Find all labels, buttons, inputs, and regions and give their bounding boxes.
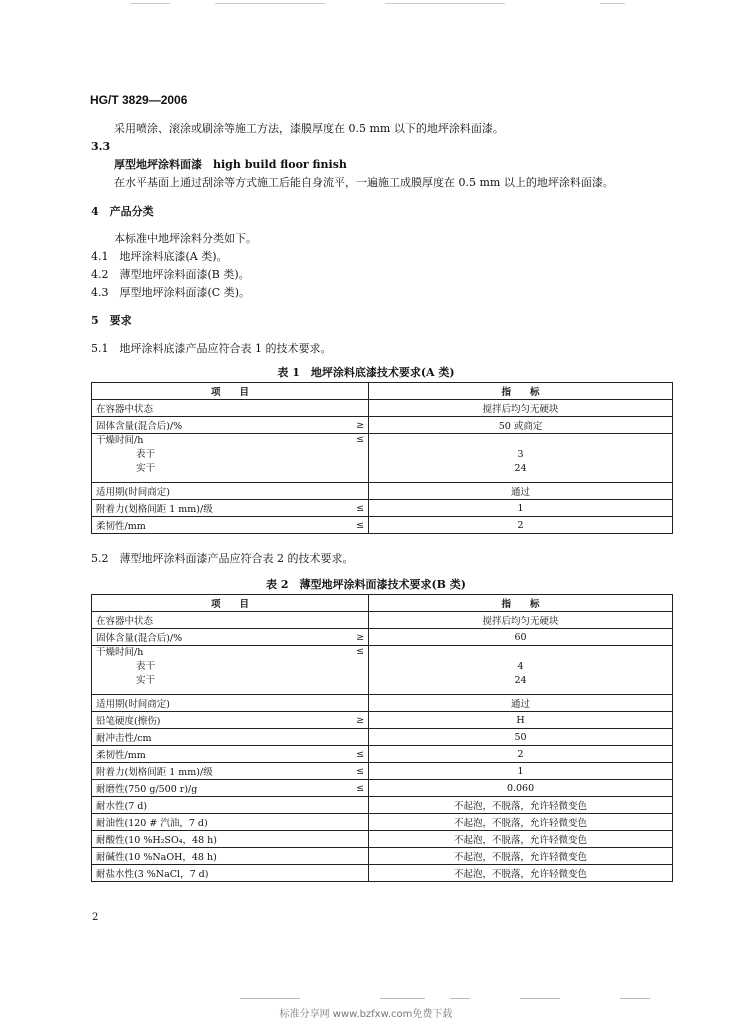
paragraph-trowel: 在水平基面上通过刮涂等方式施工后能自身流平，一遍施工成膜厚度在 0.5 mm 以上的地坪涂料面漆。 [114, 176, 614, 189]
footer-rule [240, 998, 300, 999]
table-cell-relation: ≤ [344, 646, 368, 695]
table-cell-item: 耐油性(120 # 汽油，7 d) [92, 814, 345, 831]
table-cell-item: 附着力(划格间距 1 mm)/级 [92, 500, 345, 517]
table-cell-relation: ≤ [344, 517, 368, 534]
table-row [92, 400, 673, 417]
surface-dry-label: 表干 [136, 661, 156, 672]
table-cell-relation [344, 848, 368, 865]
table-row [92, 865, 673, 882]
table1-caption: 表 1 地坪涂料底漆技术要求(A 类) [277, 366, 455, 379]
table-row [92, 500, 673, 517]
hard-dry-label: 实干 [136, 675, 156, 686]
table-row [92, 417, 673, 434]
table-cell-relation [344, 400, 368, 417]
table-cell-relation: ≤ [344, 780, 368, 797]
table-cell-value: 通过 [369, 695, 673, 712]
surface-dry-value: 3 [517, 449, 524, 460]
table-cell-relation [344, 797, 368, 814]
table-cell-relation: ≤ [344, 746, 368, 763]
table-cell-value: 1 [369, 763, 673, 780]
table-cell-value: H [369, 712, 673, 729]
table-cell-value: 50 [369, 729, 673, 746]
table-cell-value: 60 [369, 629, 673, 646]
table-cell-item: 耐冲击性/cm [92, 729, 345, 746]
table-row [92, 797, 673, 814]
scan-line [130, 3, 170, 4]
table-cell-value: 通过 [369, 483, 673, 500]
table-cell-item: 铅笔硬度(擦伤) [92, 712, 345, 729]
section-5-heading: 5 要求 [91, 314, 132, 327]
footer-rule [520, 998, 560, 999]
table-cell-item: 适用期(时间商定) [92, 695, 345, 712]
classification-intro: 本标准中地坪涂料分类如下。 [114, 232, 257, 245]
table-header-row [92, 383, 673, 400]
standard-number: HG/T 3829—2006 [90, 93, 188, 107]
table-cell-value: 不起泡，不脱落，允许轻微变色 [369, 848, 673, 865]
section-5-1: 5.1 地坪涂料底漆产品应符合表 1 的技术要求。 [91, 342, 332, 355]
section-4-heading: 4 产品分类 [91, 205, 154, 218]
table-row [92, 517, 673, 534]
table-row [92, 831, 673, 848]
drying-time-label: 干燥时间/h [96, 435, 144, 446]
table-cell-value: 1 [369, 500, 673, 517]
table-cell-item: 耐酸性(10 %H₂SO₄，48 h) [92, 831, 345, 848]
table-header-value: 指 标 [369, 383, 673, 400]
footer-rule [450, 998, 470, 999]
table-row [92, 646, 673, 695]
page-number: 2 [92, 912, 99, 923]
table-cell-value: 搅拌后均匀无硬块 [369, 612, 673, 629]
table-cell-item: 在容器中状态 [92, 612, 345, 629]
footer-rule [380, 998, 425, 999]
table-cell-item: 柔韧性/mm [92, 746, 345, 763]
table-cell-value: 不起泡，不脱落，允许轻微变色 [369, 865, 673, 882]
table-row [92, 848, 673, 865]
table-row [92, 729, 673, 746]
table-cell-relation [344, 729, 368, 746]
table-cell-relation: ≥ [344, 417, 368, 434]
table-cell-item: 固体含量(混合后)/% [92, 417, 345, 434]
table-cell-item: 附着力(划格间距 1 mm)/级 [92, 763, 345, 780]
table-header-item: 项 目 [92, 383, 369, 400]
scan-line [385, 3, 505, 4]
table-row [92, 695, 673, 712]
table2 [91, 594, 673, 882]
table-row [92, 780, 673, 797]
table-row [92, 612, 673, 629]
table-cell-relation [344, 612, 368, 629]
surface-dry-value: 4 [517, 661, 524, 672]
table-row [92, 763, 673, 780]
table-row [92, 629, 673, 646]
table-cell-relation: ≥ [344, 629, 368, 646]
section-5-2: 5.2 薄型地坪涂料面漆产品应符合表 2 的技术要求。 [91, 552, 354, 565]
table-cell-item [92, 434, 345, 483]
table-cell-relation: ≥ [344, 712, 368, 729]
table-cell-relation [344, 814, 368, 831]
table-row [92, 434, 673, 483]
table2-caption: 表 2 薄型地坪涂料面漆技术要求(B 类) [265, 578, 467, 591]
drying-time-label: 干燥时间/h [96, 647, 144, 658]
table-cell-value: 0.060 [369, 780, 673, 797]
table-row [92, 814, 673, 831]
hard-dry-value: 24 [514, 463, 527, 474]
table-cell-value: 搅拌后均匀无硬块 [369, 400, 673, 417]
table-cell-value: 2 [369, 517, 673, 534]
drying-time-value [373, 646, 668, 660]
table-cell-relation: ≤ [344, 500, 368, 517]
footer-rule [620, 998, 650, 999]
section-4-3: 4.3 厚型地坪涂料面漆(C 类)。 [91, 286, 250, 299]
table-header-value: 指 标 [369, 595, 673, 612]
table-header-row [92, 595, 673, 612]
table-cell-item [92, 646, 345, 695]
section-4-2: 4.2 薄型地坪涂料面漆(B 类)。 [91, 268, 250, 281]
table-cell-relation [344, 695, 368, 712]
table-cell-item: 适用期(时间商定) [92, 483, 345, 500]
table-cell-item: 耐磨性(750 g/500 r)/g [92, 780, 345, 797]
table-cell-value [369, 434, 673, 483]
paragraph-spray: 采用喷涂、滚涂或刷涂等施工方法，漆膜厚度在 0.5 mm 以下的地坪涂料面漆。 [114, 122, 504, 135]
table-cell-value: 不起泡，不脱落，允许轻微变色 [369, 814, 673, 831]
scan-line [600, 3, 625, 4]
table-cell-value [369, 646, 673, 695]
table-cell-value: 不起泡，不脱落，允许轻微变色 [369, 831, 673, 848]
section-3-3: 3.3 [91, 140, 111, 153]
table-cell-item: 耐碱性(10 %NaOH，48 h) [92, 848, 345, 865]
section-4-1: 4.1 地坪涂料底漆(A 类)。 [91, 250, 228, 263]
table-cell-relation: ≤ [344, 434, 368, 483]
table-cell-item: 耐盐水性(3 %NaCl，7 d) [92, 865, 345, 882]
table-cell-item: 在容器中状态 [92, 400, 345, 417]
table-cell-item: 固体含量(混合后)/% [92, 629, 345, 646]
table-cell-value: 不起泡，不脱落，允许轻微变色 [369, 797, 673, 814]
table-cell-relation [344, 865, 368, 882]
scan-line [215, 3, 325, 4]
table-cell-relation [344, 831, 368, 848]
surface-dry-label: 表干 [136, 449, 156, 460]
hard-dry-value: 24 [514, 675, 527, 686]
table-cell-item: 柔韧性/mm [92, 517, 345, 534]
table-cell-value: 2 [369, 746, 673, 763]
term-thick-finish: 厚型地坪涂料面漆 high build floor finish [114, 158, 347, 171]
table-row [92, 746, 673, 763]
table-cell-item: 耐水性(7 d) [92, 797, 345, 814]
table-cell-value: 50 或商定 [369, 417, 673, 434]
footer-watermark[interactable]: 标准分享网 www.bzfxw.com免费下载 [279, 1009, 453, 1020]
table-row [92, 712, 673, 729]
hard-dry-label: 实干 [136, 463, 156, 474]
drying-time-value [373, 434, 668, 448]
table-cell-relation: ≤ [344, 763, 368, 780]
table-header-item: 项 目 [92, 595, 369, 612]
table1 [91, 382, 673, 534]
table-row [92, 483, 673, 500]
table-cell-relation [344, 483, 368, 500]
